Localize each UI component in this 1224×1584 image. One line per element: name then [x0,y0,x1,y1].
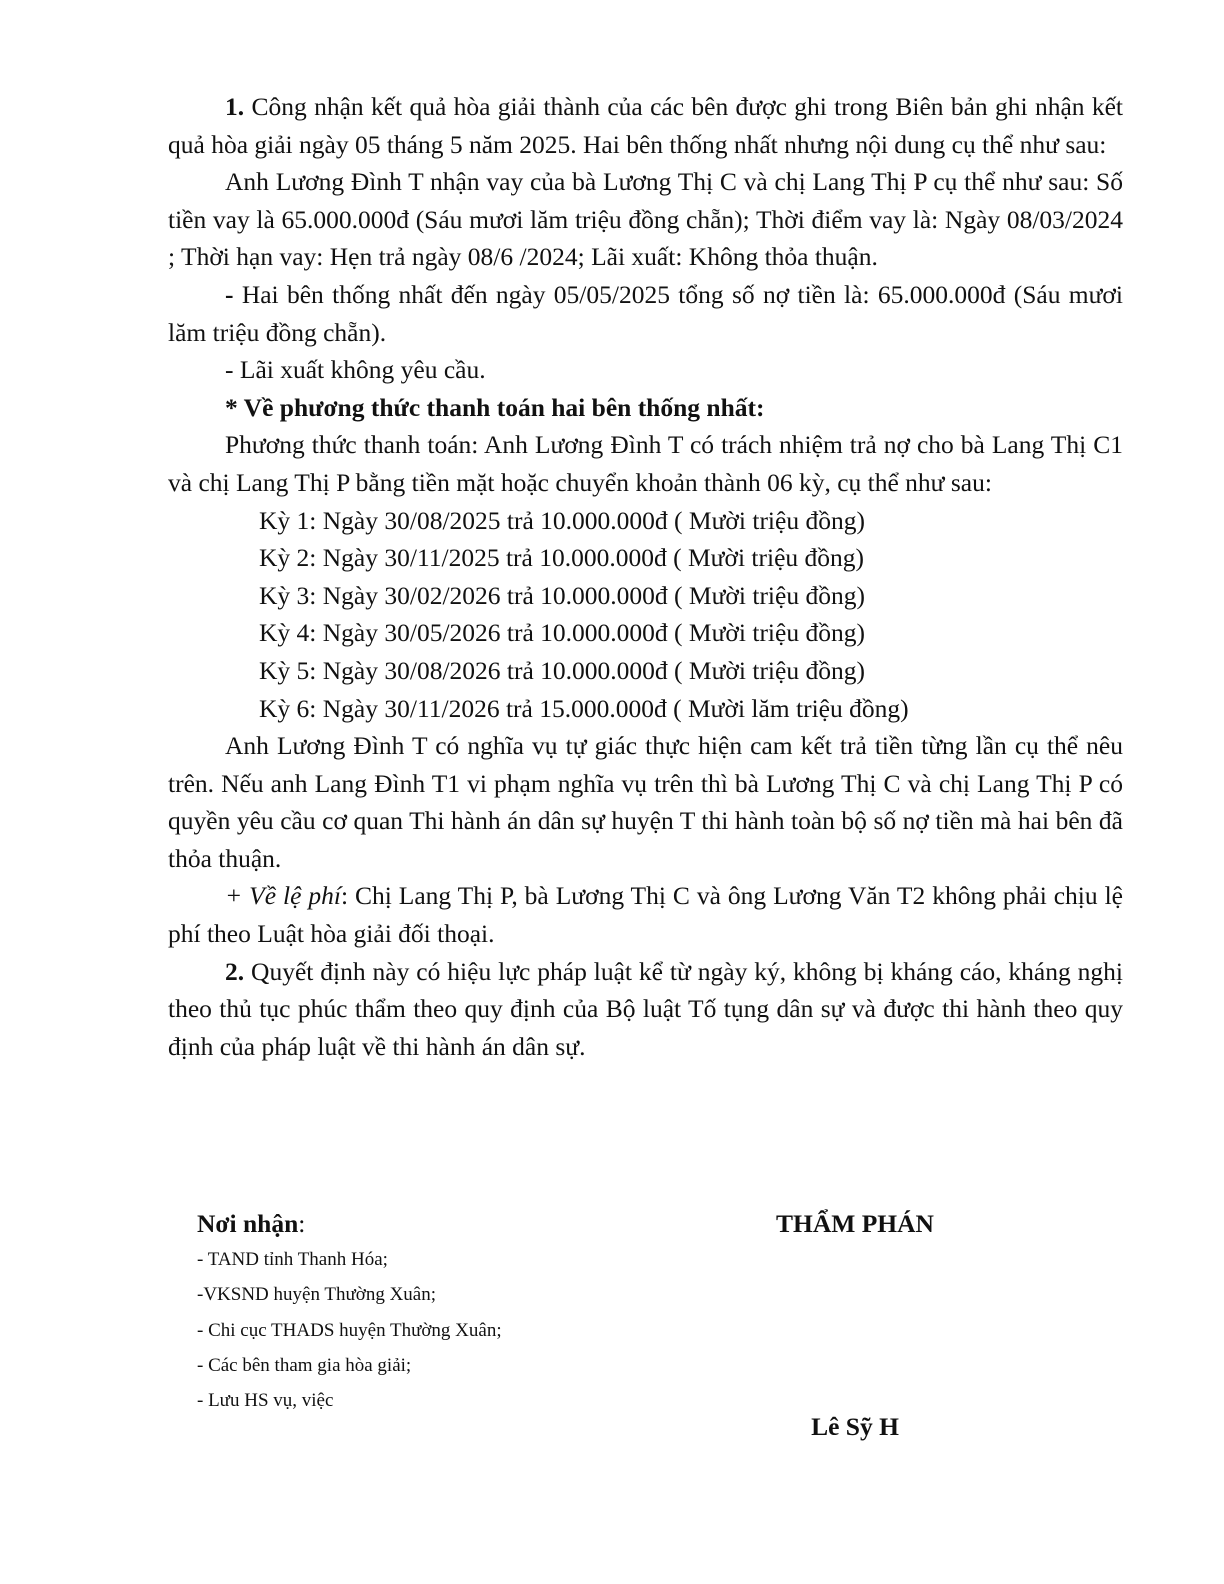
paragraph-2 [168,953,1123,1066]
paragraph-1 [168,88,1123,163]
recipients-title-text: Nơi nhận [197,1209,299,1238]
installment-item: Kỳ 2: Ngày 30/11/2025 trả 10.000.000đ ( Mười triệu đồng) [259,543,865,573]
installment-item: Kỳ 3: Ngày 30/02/2026 trả 10.000.000đ ( Mười triệu đồng) [259,580,865,610]
installment-item: Kỳ 4: Ngày 30/05/2026 trả 10.000.000đ ( Mười triệu đồng) [259,618,865,648]
recipients-title-colon: : [298,1209,306,1238]
installment-list [168,502,1123,728]
recipient-item: - TAND tỉnh Thanh Hóa; [197,1249,388,1270]
recipient-item: - Các bên tham gia hòa giải; [197,1354,412,1376]
section-number-1: 1. [225,92,245,121]
signer-title: THẨM PHÁN [776,1209,934,1238]
installment-item: Kỳ 1: Ngày 30/08/2025 trả 10.000.000đ ( Mười triệu đồng) [259,505,865,535]
paragraph-1-text: Công nhận kết quả hòa giải thành của các bên được ghi trong Biên bản ghi nhận kết quả hòa giải ngày 05 tháng 5 năm 2025. Hai bên thống nhất nhưng nội dung cụ thể như sau: [168,92,1123,159]
recipients-title [197,1206,697,1242]
paragraph-obligation: Anh Lương Đình T có nghĩa vụ tự giác thực hiện cam kết trả tiền từng lần cụ thể nêu trên. Nếu anh Lang Đình T1 vi phạm nghĩa vụ trên thì bà Lương Thị C và chị Lang Thị P có quyền yêu cầu cơ quan Thi hành án dân sự huyện T thi hành toàn bộ số nợ tiền mà hai bên đã thỏa thuận. [168,731,1123,873]
signer-name: Lê Sỹ H [811,1412,899,1441]
paragraph-interest: - Lãi xuất không yêu cầu. [225,355,486,385]
document-body [168,88,1123,1065]
paragraph-2-text: Quyết định này có hiệu lực pháp luật kể từ ngày ký, không bị kháng cáo, kháng nghị theo thủ tục phúc thẩm theo quy định của Bộ luật Tố tụng dân sự và được thi hành theo quy định của pháp luật về thi hành án dân sự. [168,956,1123,1061]
installment-item: Kỳ 6: Ngày 30/11/2026 trả 15.000.000đ ( Mười lăm triệu đồng) [259,693,909,723]
recipient-item: -VKSND huyện Thường Xuân; [197,1284,437,1306]
recipients-block [197,1206,697,1418]
recipient-item: - Lưu HS vụ, việc [197,1390,334,1412]
recipient-item: - Chi cục THADS huyện Thường Xuân; [197,1319,502,1341]
fees-text: : Chị Lang Thị P, bà Lương Thị C và ông Lương Văn T2 không phải chịu lệ phí theo Luật hòa giải đối thoại. [168,881,1123,949]
paragraph-fees [168,877,1123,952]
fees-label: + Về lệ phí [225,881,341,911]
section-number-2: 2. [225,956,245,986]
payment-method-heading: * Về phương thức thanh toán hai bên thống nhất: [225,392,765,422]
dash-marker: - [225,279,234,309]
signature-block [740,1206,970,1441]
paragraph-loan-details: Anh Lương Đình T nhận vay của bà Lương Thị C và chị Lang Thị P cụ thể như sau: Số tiền vay là 65.000.000đ (Sáu mươi lăm triệu đồng chẵn); Thời điểm vay là: Ngày 08/03/2024 ; Thời hạn vay: Hẹn trả ngày 08/6 /2024; Lãi xuất: Không thỏa thuận. [168,167,1123,272]
installment-item: Kỳ 5: Ngày 30/08/2026 trả 10.000.000đ ( Mười triệu đồng) [259,655,865,685]
paragraph-total-debt-text: Hai bên thống nhất đến ngày 05/05/2025 tổng số nợ tiền là: 65.000.000đ (Sáu mươi lăm triệu đồng chẵn). [168,279,1123,347]
paragraph-total-debt [168,276,1123,351]
paragraph-payment-method: Phương thức thanh toán: Anh Lương Đình T có trách nhiệm trả nợ cho bà Lang Thị C1 và chị Lang Thị P bằng tiền mặt hoặc chuyển khoản thành 06 kỳ, cụ thể như sau: [168,430,1123,497]
